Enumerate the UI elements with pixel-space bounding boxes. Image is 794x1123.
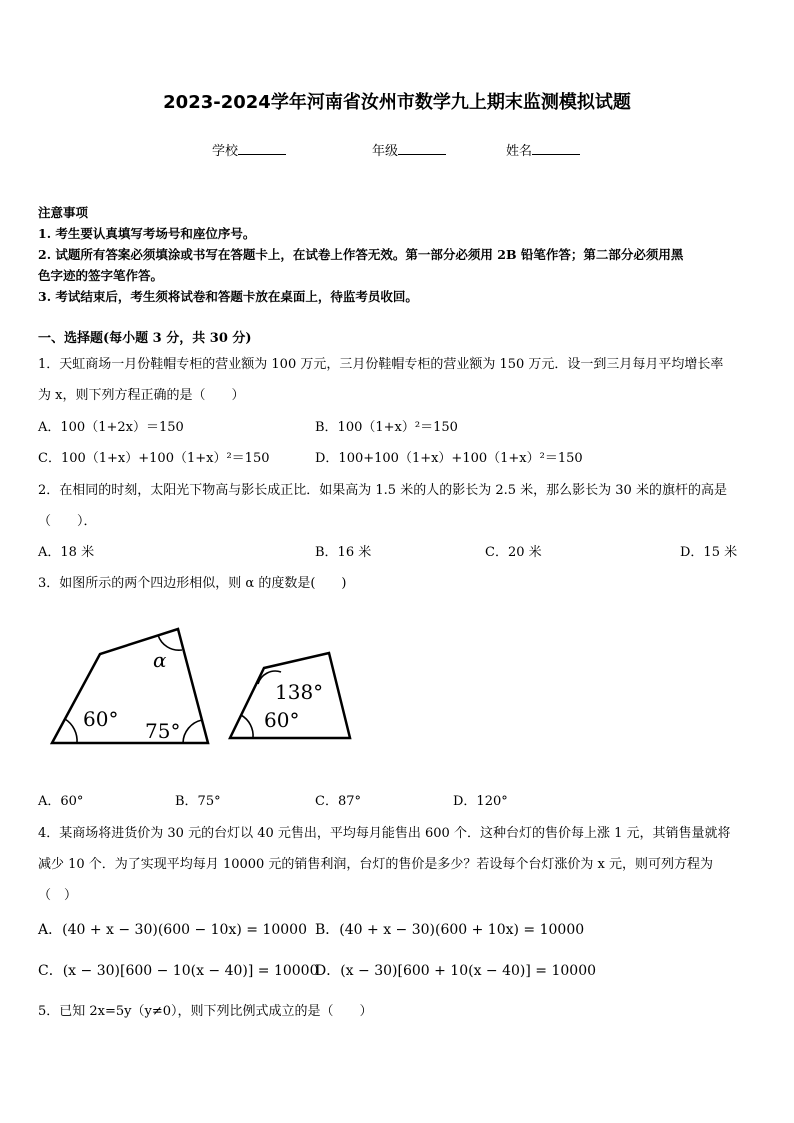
q1-option-c: C．100（1+x）+100（1+x）²＝150: [38, 451, 270, 466]
q4-stem-cont: （ ）: [38, 888, 78, 903]
grade-field: [372, 140, 446, 159]
section-heading: 一、选择题(每小题 3 分，共 30 分): [38, 331, 252, 346]
q1-stem-cont: 为 x，则下列方程正确的是（ ）: [38, 388, 245, 403]
angle-arc: [65, 719, 77, 743]
q1-option-d: D．100+100（1+x）+100（1+x）²＝150: [315, 451, 583, 466]
q1-option-b: B．100（1+x）²＝150: [315, 420, 458, 435]
page-title: 2023-2024学年河南省汝州市数学九上期末监测模拟试题: [163, 92, 631, 113]
grade-blank: [398, 142, 446, 155]
q3-option-b: B．75°: [175, 794, 221, 809]
q2-stem-cont: （ ）．: [38, 514, 97, 529]
left-angle-75-label: 75°: [145, 719, 181, 743]
q2-option-b: B．16 米: [315, 545, 372, 560]
right-angle-138-label: 138°: [275, 680, 324, 704]
q1-option-a: A．100（1+2x）＝150: [38, 420, 184, 435]
name-blank: [532, 142, 580, 155]
right-quadrilateral: [230, 653, 350, 738]
grade-label: 年级: [372, 144, 399, 159]
school-label: 学校: [212, 144, 239, 159]
note-item: 3. 考试结束后，考生须将试卷和答题卡放在桌面上，待监考员收回。: [38, 289, 418, 304]
school-field: [212, 140, 286, 159]
alpha-label: α: [153, 648, 167, 672]
q3-option-d: D．120°: [453, 794, 508, 809]
q2-stem: 2．在相同的时刻，太阳光下物高与影长成正比．如果高为 1.5 米的人的影长为 2.5 米，那么影长为 30 米的旗杆的高是: [38, 483, 727, 498]
q3-figure: [38, 620, 368, 755]
school-blank: [238, 142, 286, 155]
q4-option-b: B．(40 + x − 30)(600 + 10x) = 10000: [315, 922, 585, 938]
q2-option-d: D．15 米: [680, 545, 738, 560]
right-angle-60-label: 60°: [264, 708, 300, 732]
note-item: 1. 考生要认真填写考场号和座位序号。: [38, 226, 256, 241]
name-field: [506, 140, 580, 159]
left-quadrilateral: [52, 629, 208, 743]
q4-stem: 4．某商场将进货价为 30 元的台灯以 40 元售出，平均每月能售出 600 个．这种台灯的售价每上涨 1 元，其销售量就将: [38, 826, 731, 841]
angle-arc: [183, 720, 202, 743]
q3-option-a: A．60°: [38, 794, 84, 809]
q4-option-d: D．(x − 30)[600 + 10(x − 40)] = 10000: [315, 963, 597, 979]
q1-stem: 1．天虹商场一月份鞋帽专柜的营业额为 100 万元，三月份鞋帽专柜的营业额为 150 万元．设一到三月每月平均增长率: [38, 357, 724, 372]
q3-stem: 3．如图所示的两个四边形相似，则 α 的度数是( ): [38, 576, 347, 591]
q2-option-a: A．18 米: [38, 545, 95, 560]
angle-arc: [241, 715, 253, 738]
notes-heading: 注意事项: [38, 205, 89, 220]
q4-option-a: A．(40 + x − 30)(600 − 10x) = 10000: [38, 922, 307, 938]
left-angle-60-label: 60°: [83, 707, 119, 731]
q2-option-c: C．20 米: [485, 545, 542, 560]
q3-option-c: C．87°: [315, 794, 361, 809]
note-item: 色字迹的签字笔作答。: [38, 268, 164, 283]
q4-option-c: C．(x − 30)[600 − 10(x − 40)] = 10000: [38, 963, 319, 979]
q4-stem-cont: 减少 10 个．为了实现平均每月 10000 元的销售利润，台灯的售价是多少？若设每个台灯涨价为 x 元，则可列方程为: [38, 857, 714, 872]
name-label: 姓名: [506, 144, 533, 159]
note-item: 2. 试题所有答案必须填涂或书写在答题卡上，在试卷上作答无效。第一部分必须用 2B 铅笔作答；第二部分必须用黑: [38, 247, 684, 262]
q5-stem: 5．已知 2x=5y（y≠0），则下列比例式成立的是（ ）: [38, 1004, 373, 1019]
